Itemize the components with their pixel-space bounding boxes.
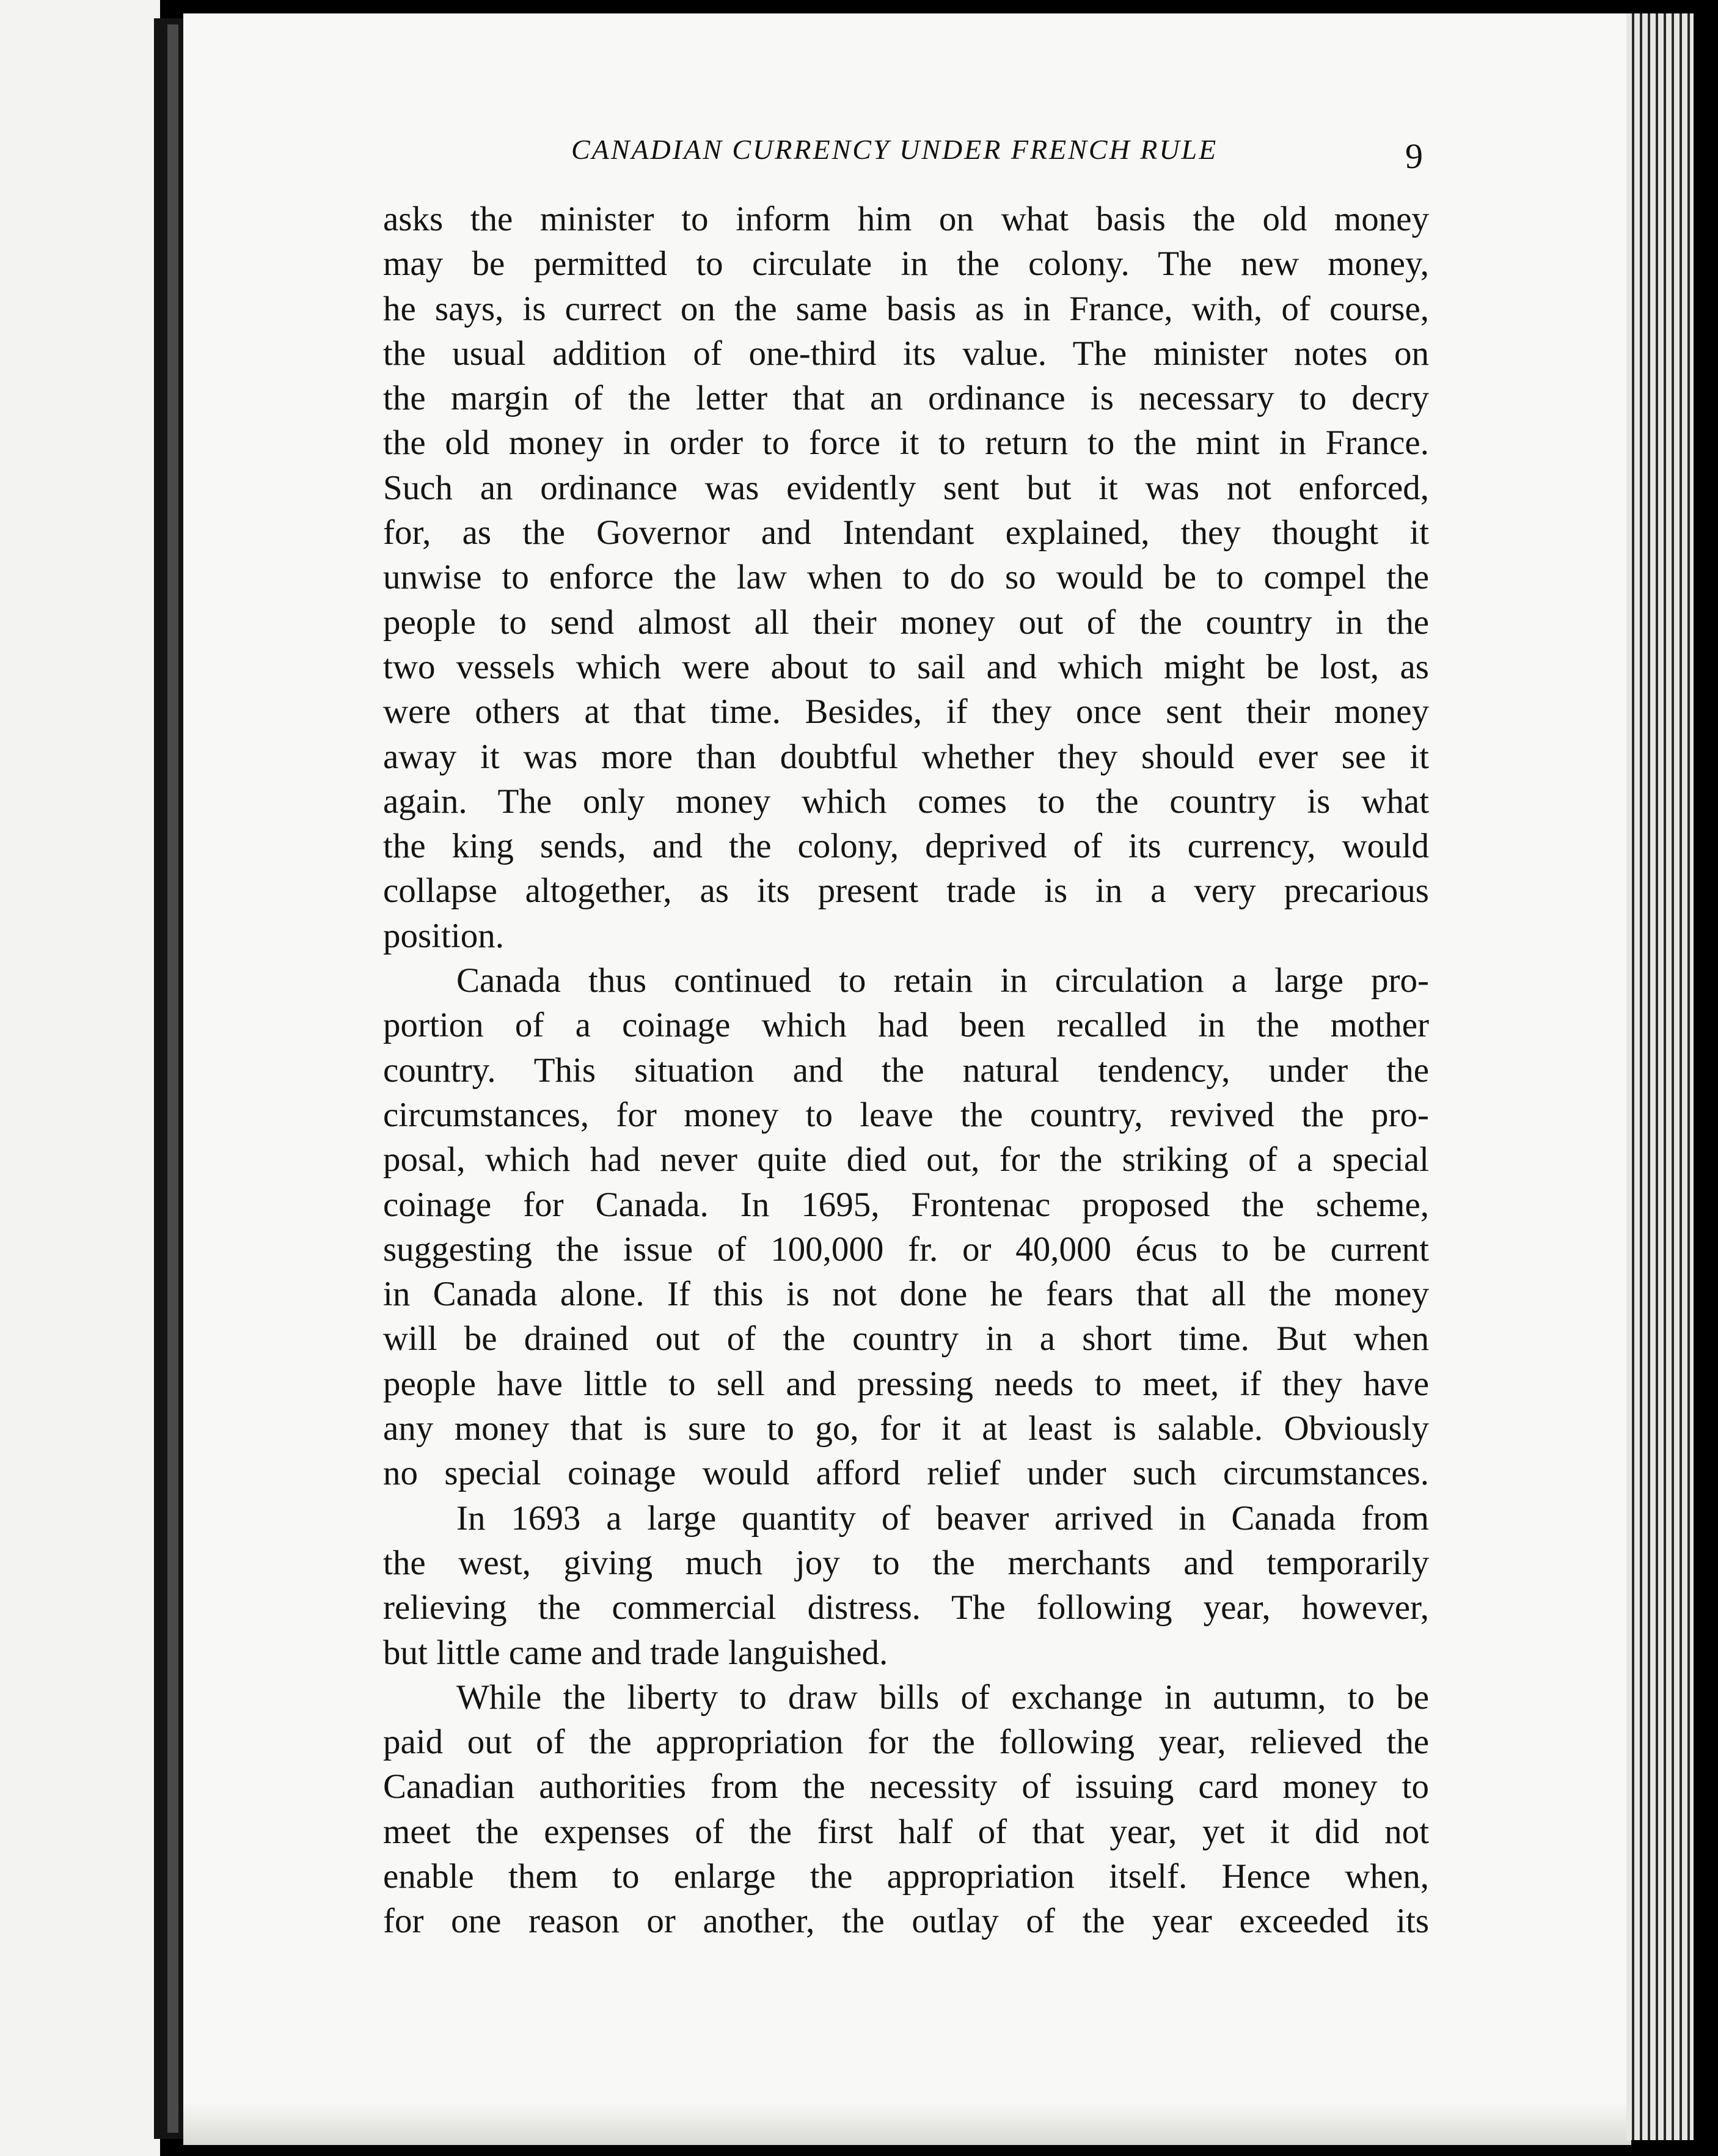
- text-line: paid out of the appropriation for the following year, relieved the: [383, 1723, 1429, 1762]
- text-line: people to send almost all their money out of the country in the: [383, 603, 1429, 642]
- text-line: suggesting the issue of 100,000 fr. or 40,000 écus to be current: [383, 1230, 1429, 1269]
- text-line: any money that is sure to go, for it at least is salable. Obviously: [383, 1409, 1429, 1448]
- text-line: Canada thus continued to retain in circulation a large pro-: [456, 961, 1429, 1000]
- text-line: the usual addition of one-third its value. The minister notes on: [383, 334, 1429, 373]
- text-line: two vessels which were about to sail and which might be lost, as: [383, 647, 1429, 686]
- text-line: circumstances, for money to leave the country, revived the pro-: [383, 1095, 1429, 1134]
- text-line: again. The only money which comes to the country is what: [383, 782, 1429, 821]
- text-line: While the liberty to draw bills of exchange in autumn, to be: [456, 1678, 1429, 1717]
- page-stack-edges: [1626, 13, 1694, 2140]
- text-line: were others at that time. Besides, if they once sent their money: [383, 692, 1429, 732]
- text-line: country. This situation and the natural tendency, under the: [383, 1050, 1429, 1090]
- text-line: but little came and trade languished.: [383, 1633, 888, 1672]
- text-line: portion of a coinage which had been recalled in the mother: [383, 1006, 1429, 1045]
- text-line: collapse altogether, as its present trade is in a very precarious: [383, 871, 1429, 911]
- text-line: in Canada alone. If this is not done he fears that all the money: [383, 1275, 1429, 1314]
- text-line: enable them to enlarge the appropriation itself. Hence when,: [383, 1857, 1429, 1896]
- text-line: no special coinage would afford relief under such circumstances.: [383, 1454, 1429, 1493]
- page-number: 9: [1405, 136, 1423, 176]
- right-border: [1694, 0, 1718, 2156]
- text-line: for, as the Governor and Intendant explained, they thought it: [383, 513, 1429, 552]
- left-page-edge: [0, 0, 160, 2156]
- text-line: Such an ordinance was evidently sent but it was not enforced,: [383, 468, 1429, 507]
- text-line: away it was more than doubtful whether they should ever see it: [383, 737, 1429, 776]
- text-line: the king sends, and the colony, deprived of its currency, would: [383, 827, 1429, 866]
- running-head: CANADIAN CURRENCY UNDER FRENCH RULE: [571, 134, 1218, 165]
- text-line: In 1693 a large quantity of beaver arrived in Canada from: [456, 1498, 1429, 1538]
- text-line: coinage for Canada. In 1695, Frontenac proposed the scheme,: [383, 1185, 1429, 1224]
- text-line: will be drained out of the country in a short time. But when: [383, 1319, 1429, 1358]
- text-line: unwise to enforce the law when to do so would be to compel the: [383, 558, 1429, 597]
- text-line: people have little to sell and pressing needs to meet, if they have: [383, 1364, 1429, 1403]
- text-line: he says, is currect on the same basis as in France, with, of course,: [383, 289, 1429, 328]
- text-line: may be permitted to circulate in the colony. The new money,: [383, 244, 1429, 284]
- body-text: [383, 197, 1429, 1944]
- text-line: asks the minister to inform him on what basis the old money: [383, 200, 1429, 238]
- text-line: relieving the commercial distress. The following year, however,: [383, 1588, 1429, 1627]
- text-line: the margin of the letter that an ordinance is necessary to decry: [383, 379, 1429, 418]
- text-line: for one reason or another, the outlay of the year exceeded its: [383, 1902, 1429, 1941]
- text-line: the west, giving much joy to the merchants and temporarily: [383, 1543, 1429, 1582]
- text-line: position.: [383, 916, 504, 955]
- text-line: posal, which had never quite died out, for the striking of a special: [383, 1140, 1429, 1179]
- page-bottom-shadow: [183, 2102, 1631, 2145]
- text-line: meet the expenses of the first half of that year, yet it did not: [383, 1812, 1429, 1851]
- text-line: Canadian authorities from the necessity of issuing card money to: [383, 1767, 1429, 1806]
- gutter-shadow: [167, 24, 178, 2133]
- text-line: the old money in order to force it to return to the mint in France.: [383, 424, 1429, 463]
